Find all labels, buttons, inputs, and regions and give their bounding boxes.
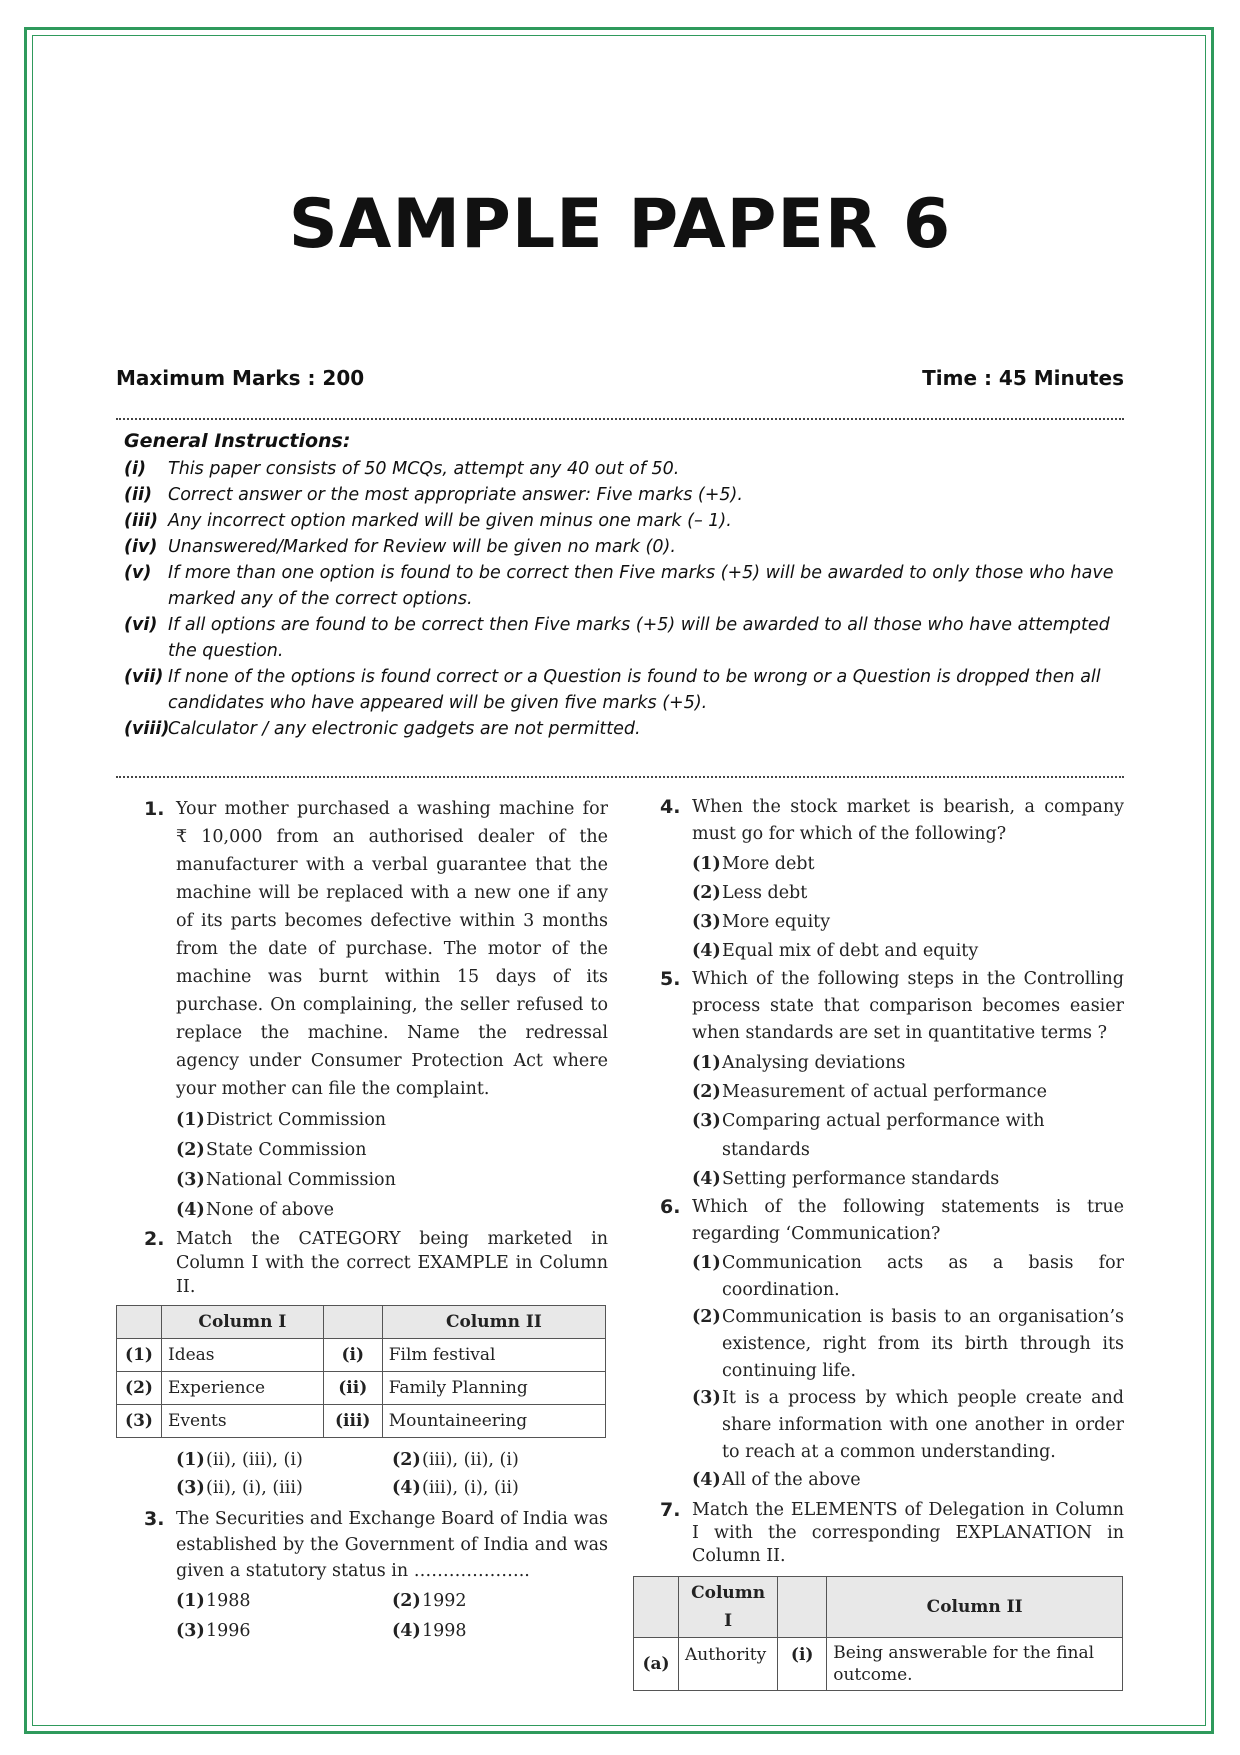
right-column [642,794,1124,1699]
option-text: All of the above [722,1470,861,1490]
dotted-divider-bottom [116,776,1124,778]
question-text: Match the CATEGORY being marketed in Column I with the correct EXAMPLE in Column II. [176,1229,608,1297]
question-text: Which of the following statements is true regarding ‘Communication? [692,1197,1124,1244]
option-number: (3) [176,1621,205,1641]
option-text: (ii), (iii), (i) [206,1450,303,1470]
table-row [634,1638,1123,1691]
table-header-column-2: Column II [382,1306,605,1339]
option-text: 1992 [422,1591,467,1611]
option-item[interactable] [392,1616,608,1646]
option-text: Setting performance standards [722,1169,1000,1189]
instruction-text: If more than one option is found to be correct then Five marks (+5) will be awarded to only those who have marked any of the correct options. [168,563,1114,609]
table-header-row [634,1577,1123,1638]
instruction-number: (vii) [124,667,164,687]
option-number: (2) [692,1082,721,1102]
instruction-text: Unanswered/Marked for Review will be given no mark (0). [168,537,676,557]
page-title: SAMPLE PAPER 6 [288,185,952,264]
question-2 [144,1227,608,1299]
instruction-item [124,482,1114,508]
instruction-number: (iv) [124,537,158,557]
option-text: (iii), (ii), (i) [422,1450,519,1470]
option-number: (4) [392,1621,421,1641]
table-cell: Experience [162,1372,324,1405]
option-number: (3) [176,1170,205,1190]
option-text: State Commission [206,1140,367,1160]
table-header-column-2: Column II [827,1577,1123,1638]
table-cell: (i) [778,1638,827,1691]
option-text: Communication acts as a basis for coordination. [722,1253,1124,1300]
option-item[interactable] [692,908,1124,937]
table-cell: Ideas [162,1339,324,1372]
option-number: (4) [392,1478,421,1498]
table-cell: (a) [634,1638,679,1691]
option-text: Measurement of actual performance [722,1082,1047,1102]
table-cell: Film festival [382,1339,605,1372]
question-1 [144,795,608,1103]
instruction-item [124,560,1114,612]
question-6 [660,1194,1124,1248]
option-text: 1988 [206,1591,251,1611]
option-text: 1998 [422,1621,467,1641]
option-number: (1) [692,1053,721,1073]
option-item[interactable] [176,1195,608,1225]
table-cell: Mountaineering [382,1405,605,1438]
option-item[interactable] [176,1135,608,1165]
option-number: (1) [176,1591,205,1611]
option-text: (ii), (i), (iii) [206,1478,303,1498]
option-text: More equity [722,912,831,932]
table-header-blank [117,1306,162,1339]
question-number: 7. [660,1499,681,1521]
option-item[interactable] [176,1474,392,1502]
option-text: National Commission [206,1170,396,1190]
instruction-item [124,612,1114,664]
option-number: (1) [176,1110,205,1130]
question-number: 4. [660,796,681,818]
table-cell: (ii) [323,1372,382,1405]
question-number: 5. [660,968,681,990]
instruction-text: If all options are found to be correct then Five marks (+5) will be awarded to all those who have attempted the question. [168,615,1110,661]
option-item[interactable] [392,1446,608,1474]
question-text: Match the ELEMENTS of Delegation in Column I with the corresponding EXPLANATION in Column II. [692,1500,1124,1566]
option-text: Analysing deviations [722,1053,906,1073]
option-text: Equal mix of debt and equity [722,941,979,961]
option-number: (3) [176,1478,205,1498]
option-number: (2) [692,883,721,903]
table-cell: Events [162,1405,324,1438]
instruction-item [124,664,1114,716]
instruction-text: Any incorrect option marked will be given minus one mark (– 1). [168,511,732,531]
table-cell: (2) [117,1372,162,1405]
option-row [176,1474,608,1502]
option-number: (4) [692,1169,721,1189]
table-cell: (3) [117,1405,162,1438]
question-number: 2. [144,1228,165,1250]
option-number: (2) [176,1140,205,1160]
option-item[interactable] [176,1165,608,1195]
general-instructions [124,428,1114,742]
option-item[interactable] [692,1304,1124,1385]
table-cell: Authority [679,1638,778,1691]
option-text: It is a process by which people create and share information with one another in order to reach at a common understanding. [722,1388,1124,1462]
option-item[interactable] [692,1385,1124,1466]
table-header-column-1: Column I [679,1577,778,1638]
table-header-column-1: Column I [162,1306,324,1339]
option-text: None of above [206,1200,335,1220]
option-item[interactable] [692,1049,1124,1078]
option-text: 1996 [206,1621,251,1641]
option-number: (3) [692,912,721,932]
option-item[interactable] [176,1105,608,1135]
match-table-q7 [633,1576,1123,1691]
option-item[interactable] [176,1446,392,1474]
option-number: (2) [392,1591,421,1611]
instructions-heading: General Instructions: [124,430,351,452]
option-item[interactable] [392,1474,608,1502]
table-header-blank [323,1306,382,1339]
question-7 [660,1499,1124,1568]
option-text: Comparing actual performance with standards [722,1111,1045,1160]
instruction-item [124,716,1114,742]
instruction-item [124,456,1114,482]
question-3 [144,1506,608,1584]
left-column [125,795,608,1646]
question-4 [660,794,1124,848]
instruction-text: This paper consists of 50 MCQs, attempt any 40 out of 50. [168,459,680,479]
option-item[interactable] [692,1107,1124,1165]
option-number: (2) [692,1307,721,1327]
option-text: Communication is basis to an organisation’s existence, right from its birth through its continuing life. [722,1307,1124,1381]
question-number: 1. [144,798,165,820]
option-item[interactable] [176,1616,392,1646]
option-number: (1) [176,1450,205,1470]
table-row [117,1339,606,1372]
question-text: The Securities and Exchange Board of India was established by the Government of India and was given a statutory status in ……………….. [176,1509,608,1581]
option-row [176,1446,608,1474]
match-table-q2 [116,1305,606,1438]
table-header-blank [778,1577,827,1638]
instruction-item [124,508,1114,534]
option-text: (iii), (i), (ii) [422,1478,519,1498]
option-item[interactable] [692,879,1124,908]
instruction-number: (v) [124,563,152,583]
table-cell: (i) [323,1339,382,1372]
maximum-marks: Maximum Marks : 200 [116,366,365,390]
table-row [117,1372,606,1405]
option-number: (4) [176,1200,205,1220]
option-item[interactable] [692,937,1124,966]
instruction-number: (viii) [124,719,170,739]
option-row [176,1616,608,1646]
option-item[interactable] [692,1466,1124,1495]
question-number: 3. [144,1508,165,1530]
instruction-text: Correct answer or the most appropriate answer: Five marks (+5). [168,485,743,505]
table-header-row [117,1306,606,1339]
option-item[interactable] [692,1078,1124,1107]
table-row [117,1405,606,1438]
option-text: More debt [722,854,815,874]
instruction-number: (i) [124,459,146,479]
table-header-blank [634,1577,679,1638]
instruction-number: (iii) [124,511,158,531]
question-5 [660,966,1124,1047]
option-number: (3) [692,1111,721,1131]
table-cell: Family Planning [382,1372,605,1405]
option-item[interactable] [692,1165,1124,1194]
option-row [176,1586,608,1616]
option-item[interactable] [392,1586,608,1616]
question-text: Your mother purchased a washing machine for ₹ 10,000 from an authorised dealer of the manufacturer with a verbal guarantee that the machine will be replaced with a new one if any of its parts becomes defective within 3 months from the date of purchase. The motor of the machine was burnt within 15 days of its purchase. On complaining, the seller refused to replace the machine. Name the redressal agency under Consumer Protection Act where your mother can file the complaint. [176,799,608,1099]
instruction-item [124,534,1114,560]
option-text: Less debt [722,883,808,903]
option-number: (3) [692,1388,721,1408]
option-number: (1) [692,854,721,874]
question-text: Which of the following steps in the Controlling process state that comparison becomes easier when standards are set in quantitative terms ? [692,969,1124,1043]
question-text: When the stock market is bearish, a company must go for which of the following? [692,797,1124,844]
instruction-number: (vi) [124,615,158,635]
option-item[interactable] [692,1250,1124,1304]
instruction-text: If none of the options is found correct or a Question is found to be wrong or a Question is dropped then all candidates who have appeared will be given five marks (+5). [168,667,1101,713]
instruction-text: Calculator / any electronic gadgets are not permitted. [168,719,641,739]
table-cell: (1) [117,1339,162,1372]
option-text: District Commission [206,1110,387,1130]
question-number: 6. [660,1196,681,1218]
time-limit: Time : 45 Minutes [922,366,1124,390]
option-number: (1) [692,1253,721,1273]
table-cell: Being answerable for the final outcome. [827,1638,1123,1691]
instruction-number: (ii) [124,485,152,505]
table-cell: (iii) [323,1405,382,1438]
option-number: (4) [692,1470,721,1490]
option-item[interactable] [692,850,1124,879]
option-item[interactable] [176,1586,392,1616]
dotted-divider-top [116,418,1124,420]
option-number: (4) [692,941,721,961]
option-number: (2) [392,1450,421,1470]
